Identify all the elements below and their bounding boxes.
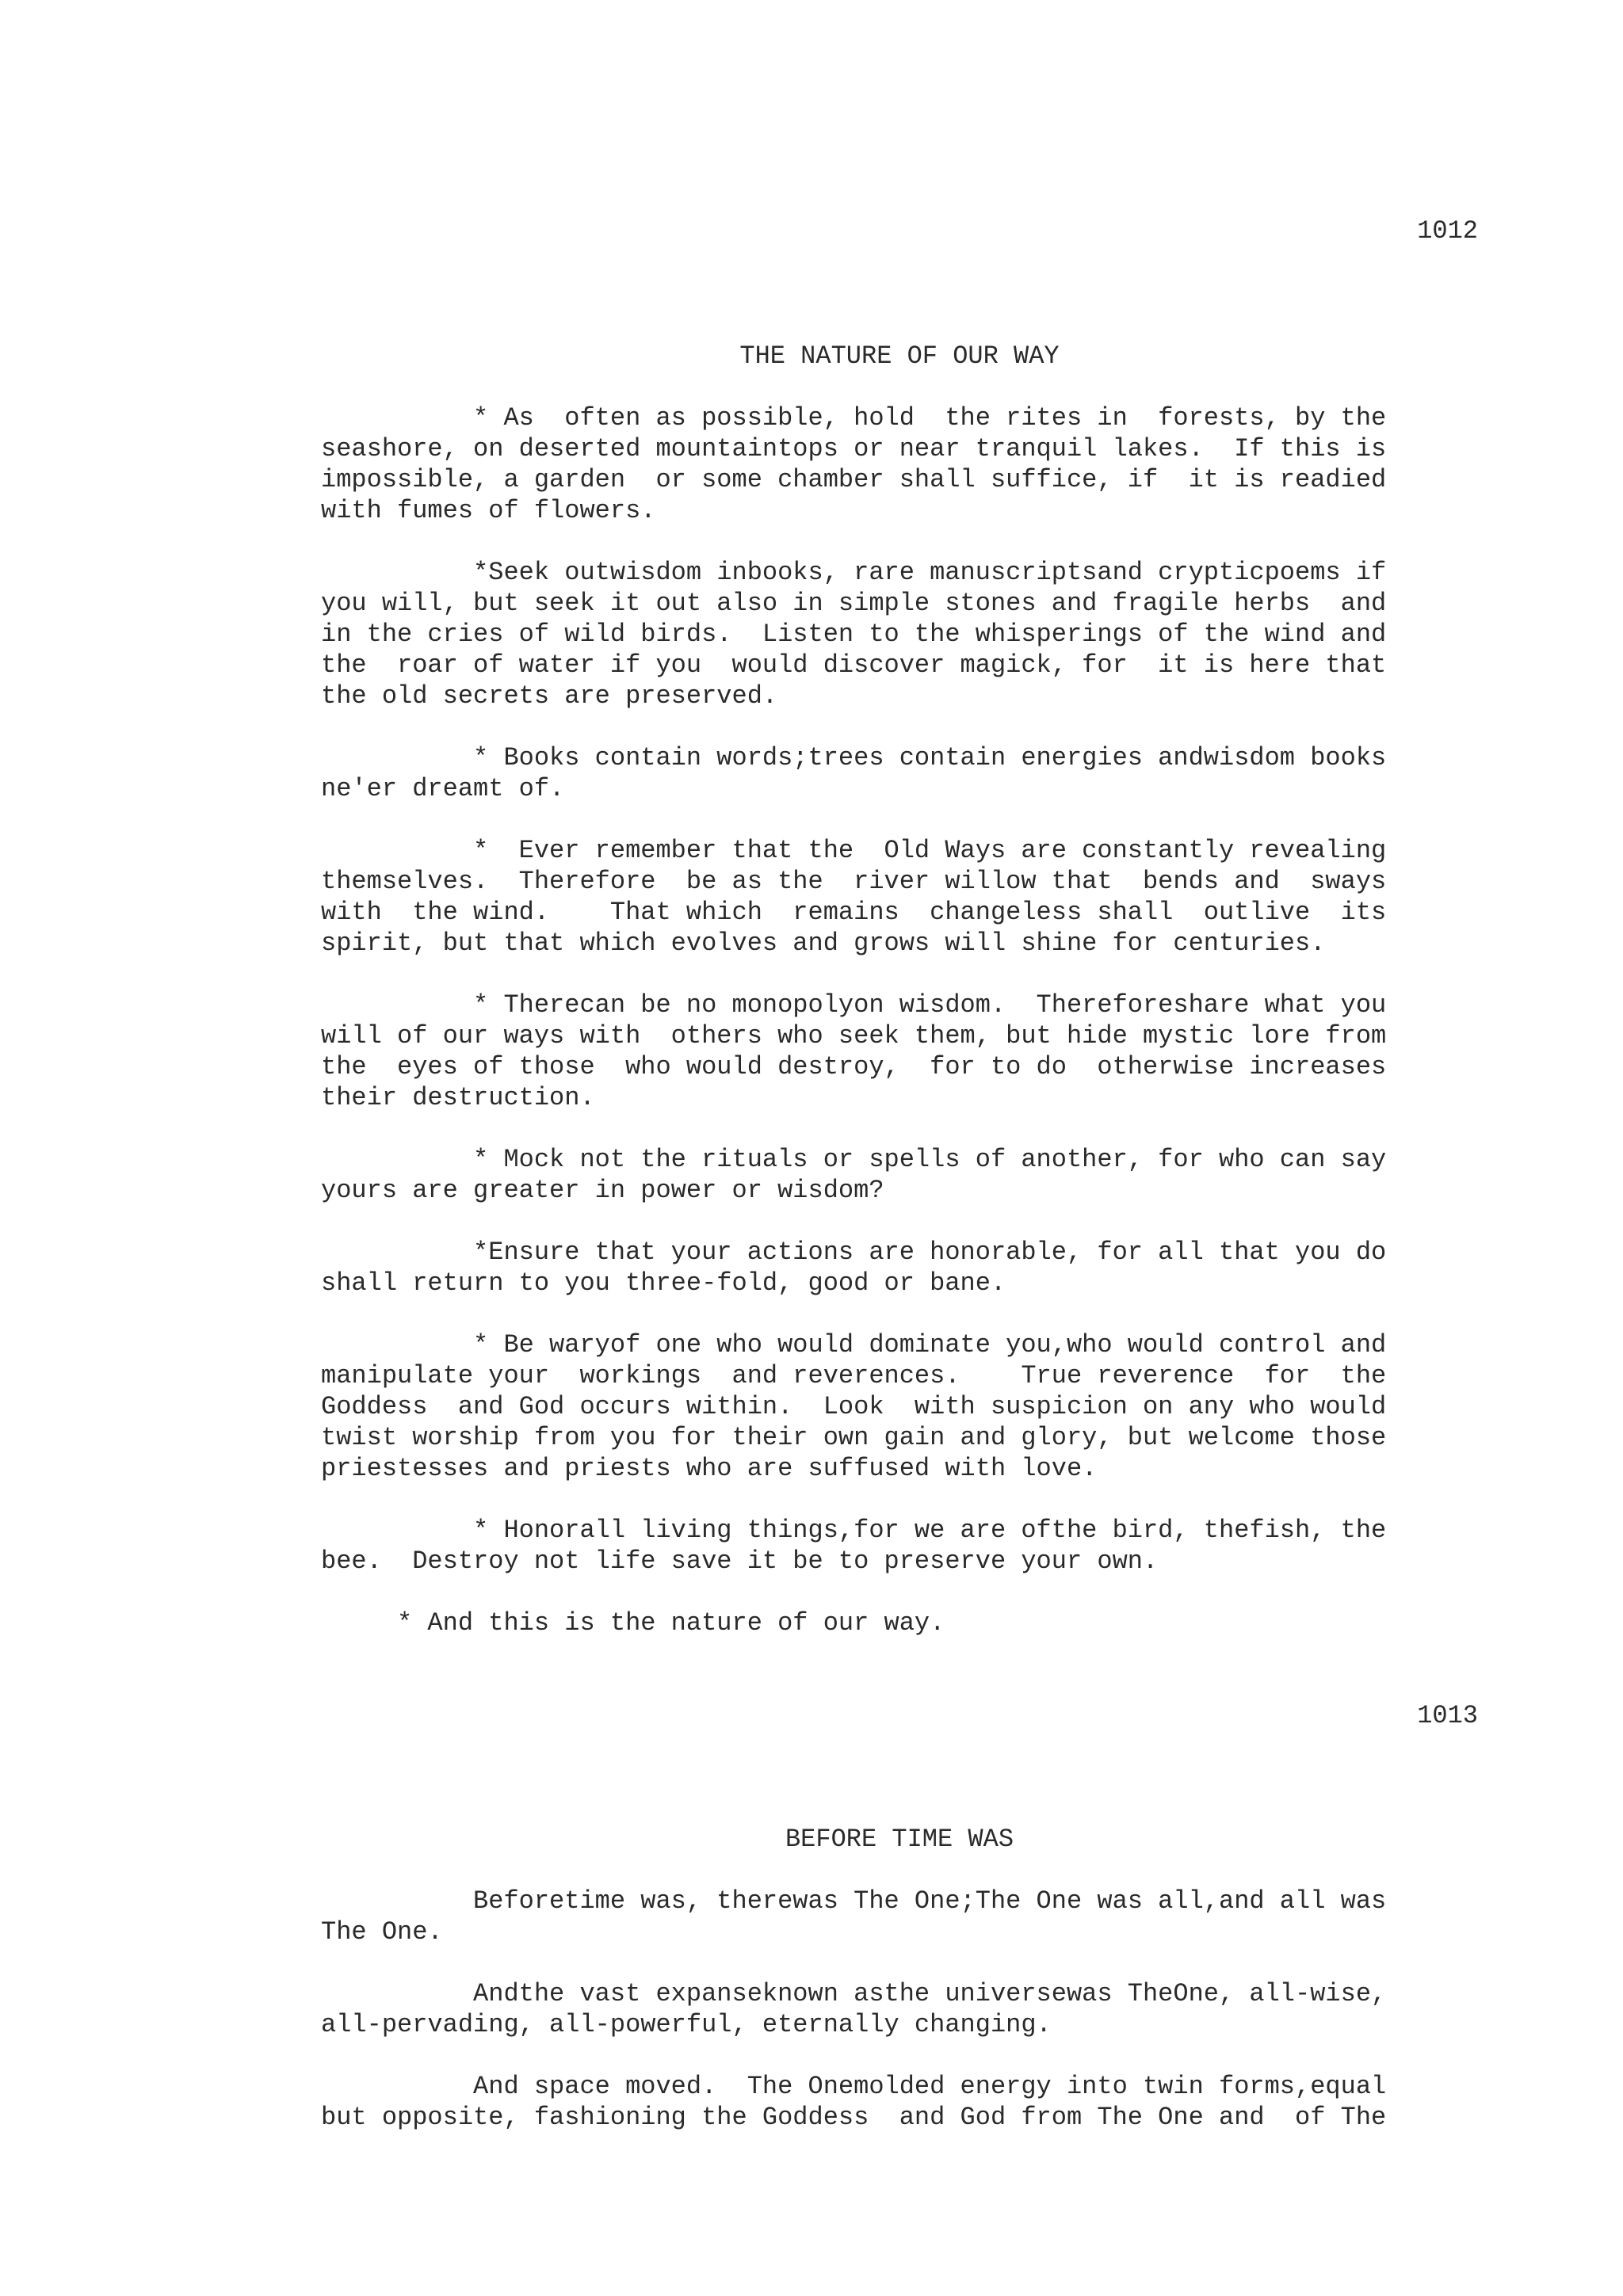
section-title-before-time-was: BEFORE TIME WAS	[785, 1825, 1014, 1854]
paragraph: *Ensure that your actions are honorable, for all that you do shall return to you three-fold, good or bane.	[321, 1238, 1387, 1298]
page-number-1013: 1013	[1417, 1701, 1478, 1730]
paragraph: * Therecan be no monopolyon wisdom. Thereforeshare what you will of our ways with others who seek them, but hide mystic lore from the eyes of those who would destroy, for to do otherwise increases their destruction.	[321, 990, 1387, 1112]
paragraph: *Seek outwisdom inbooks, rare manuscriptsand crypticpoems if you will, but seek it out also in simple stones and fragile herbs and in the cries of wild birds. Listen to the whisperings of the wind and the roar of water if you would discover magick, for it is here that the old secrets are preserved.	[321, 558, 1387, 711]
paragraph: * Mock not the rituals or spells of another, for who can say yours are greater in power or wisdom?	[321, 1145, 1387, 1205]
paragraph: Beforetime was, therewas The One;The One was all,and all was The One.	[321, 1886, 1387, 1947]
paragraph: * Honorall living things,for we are ofthe bird, thefish, the bee. Destroy not life save it be to preserve your own.	[321, 1516, 1387, 1576]
paragraph: * And this is the nature of our way.	[321, 1608, 945, 1638]
page-number-1012: 1012	[1417, 216, 1478, 246]
paragraph: And space moved. The Onemolded energy into twin forms,equal but opposite, fashioning the Goddess and God from The One and of The	[321, 2072, 1387, 2132]
section-title-nature-of-our-way: THE NATURE OF OUR WAY	[739, 341, 1060, 371]
paragraph: * Ever remember that the Old Ways are constantly revealing themselves. Therefore be as the river willow that bends and sways with the wind. That which remains changeless shall outlive its spirit, but that which evolves and grows will shine for centuries.	[321, 836, 1387, 958]
paragraph: Andthe vast expanseknown asthe universewas TheOne, all-wise, all-pervading, all-powerful, eternally changing.	[321, 1979, 1387, 2039]
paragraph: * Books contain words;trees contain energies andwisdom books ne'er dreamt of.	[321, 743, 1387, 803]
paragraph: * As often as possible, hold the rites in forests, by the seashore, on deserted mountaintops or near tranquil lakes. If this is impossible, a garden or some chamber shall suffice, if it is readied with fumes of flowers.	[321, 403, 1387, 525]
paragraph: * Be waryof one who would dominate you,who would control and manipulate your workings and reverences. True reverence for the Goddess and God occurs within. Look with suspicion on any who would twist worship from you for their own gain and glory, but welcome those priestesses and priests who are suffused with love.	[321, 1330, 1387, 1483]
